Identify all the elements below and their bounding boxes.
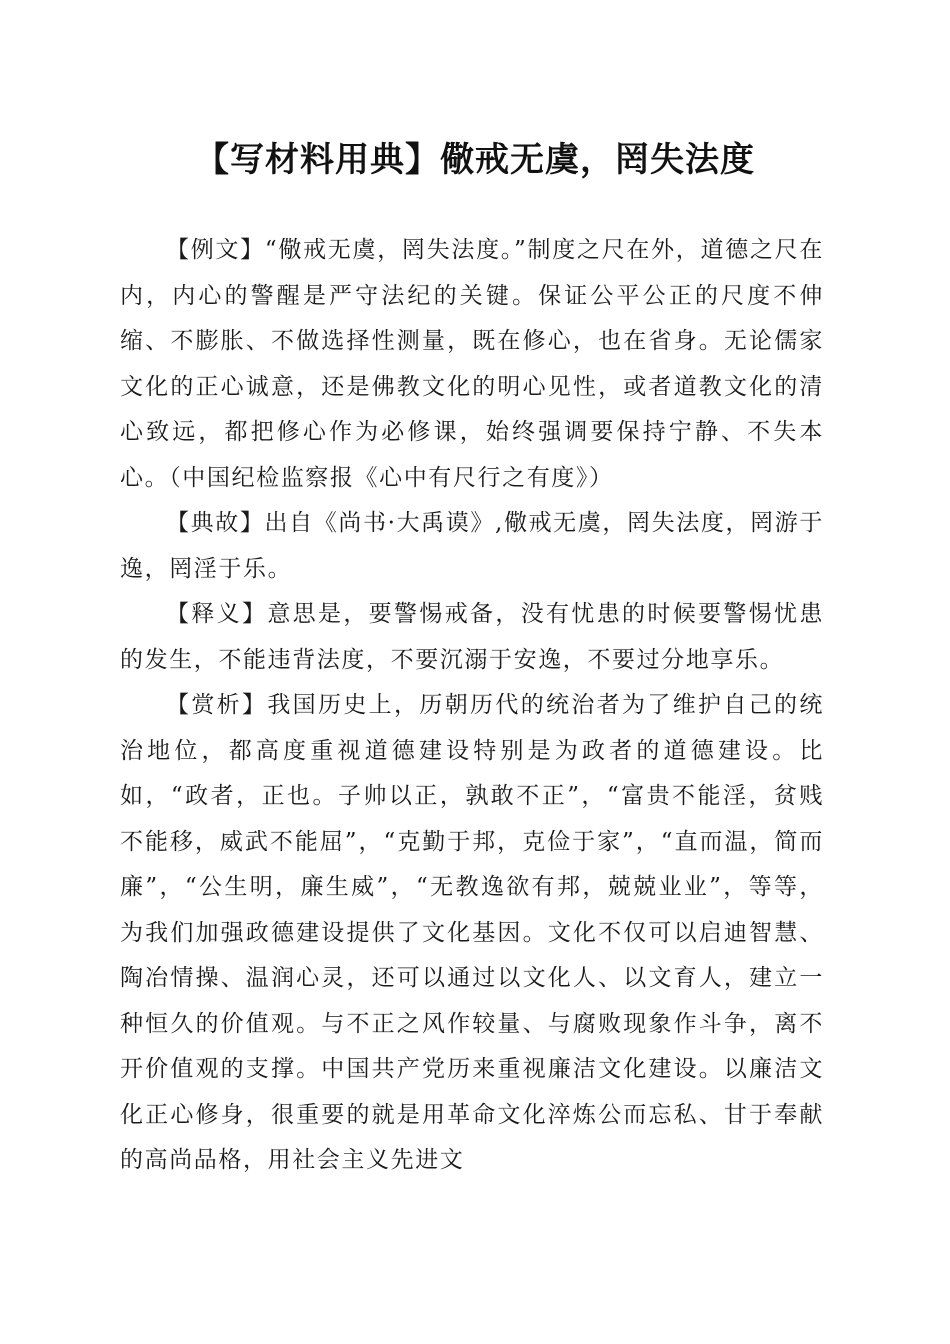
document-title: 【写材料用典】儆戒无虞，罔失法度 <box>195 140 755 180</box>
paragraph-example: 【例文】“儆戒无虞，罔失法度。”制度之尺在外，道德之尺在内，内心的警醒是严守法纪的关键。保证公平公正的尺度不伸缩、不膨胀、不做选择性测量，既在修心，也在省身。无论儒家文化的正心诚意，还是佛教文化的明心见性，或者道教文化的清心致远，都把修心作为必修课，始终强调要保持宁静、不失本心。（中国纪检监察报《心中有尺行之有度》） <box>120 237 824 491</box>
paragraph-appreciation: 【赏析】我国历史上，历朝历代的统治者为了维护自己的统治地位，都高度重视道德建设特别是为政者的道德建设。比如，“政者，正也。子帅以正，孰敢不正”，“富贵不能淫，贫贱不能移，威武不能屈”，“克勤于邦，克俭于家”，“直而温，简而廉”，“公生明，廉生威”，“无教逸欲有邦，兢兢业业”，等等，为我们加强政德建设提供了文化基因。文化不仅可以启迪智慧、陶冶情操、温润心灵，还可以通过以文化人、以文育人，建立一种恒久的价值观。与不正之风作较量、与腐败现象作斗争，离不开价值观的支撑。中国共产党历来重视廉洁文化建设。以廉洁文化正心修身，很重要的就是用革命文化淬炼公而忘私、甘于奉献的高尚品格，用社会主义先进文 <box>120 692 824 1173</box>
paragraph-meaning: 【释义】意思是，要警惕戒备，没有忧患的时候要警惕忧患的发生，不能违背法度，不要沉溺于安逸，不要过分地享乐。 <box>120 601 824 673</box>
document-body <box>120 228 824 1184</box>
paragraph-allusion: 【典故】出自《尚书·大禹谟》,儆戒无虞，罔失法度，罔游于逸，罔淫于乐。 <box>120 510 824 582</box>
